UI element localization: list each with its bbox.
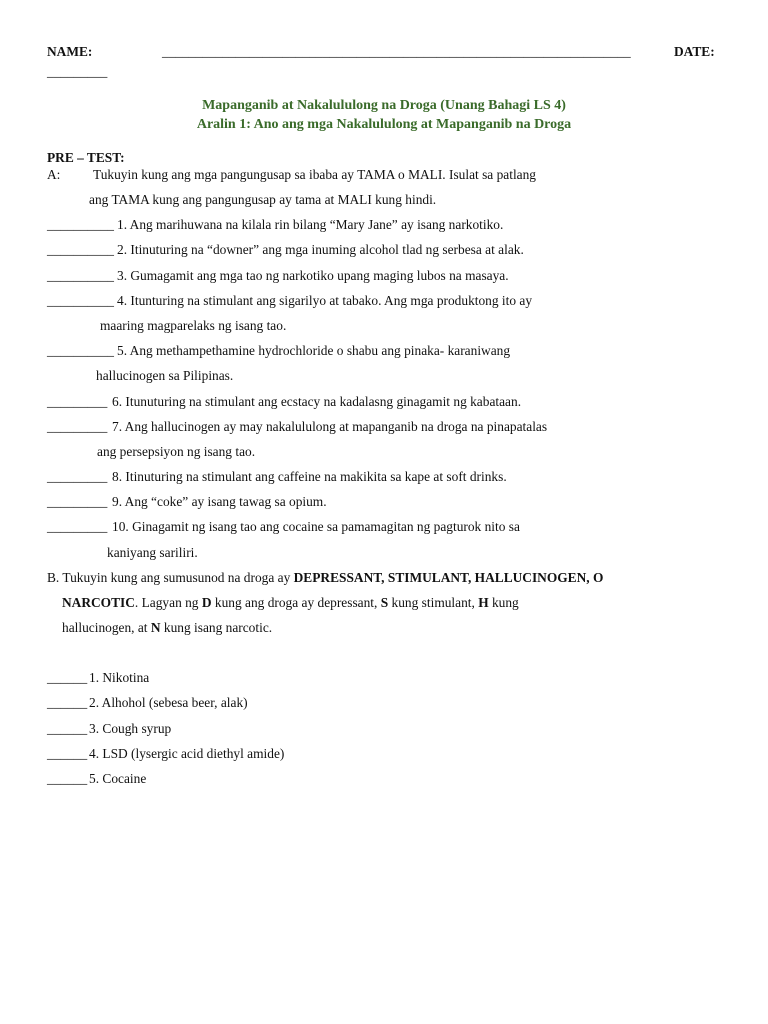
part-b-code-n: N xyxy=(150,620,161,635)
answer-blank[interactable]: _________ xyxy=(47,394,108,409)
question-text: 4. Itunturing na stimulant ang sigarilyo at tabako. Ang mga produktong ito ay xyxy=(117,293,533,308)
part-b-code-s: S xyxy=(380,595,389,610)
drug-item: 3. Cough syrup xyxy=(89,721,172,736)
part-b-text: kung ang droga ay depressant, xyxy=(211,595,381,610)
part-b-instruction-1 xyxy=(47,570,603,586)
part-b-code-h: H xyxy=(478,595,489,610)
answer-blank[interactable]: __________ xyxy=(47,343,114,358)
answer-blank[interactable]: ______ xyxy=(47,695,88,710)
name-line: ______________________________________________________________________ xyxy=(162,44,631,59)
part-b-text: hallucinogen, at xyxy=(62,620,151,635)
question-text-continuation: maaring magparelaks ng isang tao. xyxy=(100,318,287,333)
question-text-continuation: kaniyang sariliri. xyxy=(107,545,198,560)
question-text-continuation: hallucinogen sa Pilipinas. xyxy=(96,368,234,383)
answer-blank[interactable]: _________ xyxy=(47,419,108,434)
date-label: DATE: xyxy=(674,44,715,59)
part-b-text: kung stimulant, xyxy=(388,595,479,610)
drug-item: 2. Alhohol (sebesa beer, alak) xyxy=(89,695,248,710)
part-b-text: . Lagyan ng xyxy=(134,595,202,610)
part-b-code-d: D xyxy=(201,595,212,610)
name-label: NAME: xyxy=(47,44,93,59)
question-text: 3. Gumagamit ang mga tao ng narkotiko upang maging lubos na masaya. xyxy=(117,268,509,283)
part-b-categories: DEPRESSANT, STIMULANT, HALLUCINOGEN, O xyxy=(293,570,604,585)
question-text-continuation: ang persepsiyon ng isang tao. xyxy=(97,444,256,459)
answer-blank[interactable]: __________ xyxy=(47,242,114,257)
part-b-instruction-3 xyxy=(62,620,272,636)
lesson-title: Mapanganib at Nakalululong na Droga (Unang Bahagi LS 4) xyxy=(202,98,566,113)
answer-blank[interactable]: _________ xyxy=(47,494,108,509)
question-text: 8. Itinuturing na stimulant ang caffeine na makikita sa kape at soft drinks. xyxy=(112,469,507,484)
answer-blank[interactable]: __________ xyxy=(47,217,114,232)
question-text: 5. Ang methampethamine hydrochloride o shabu ang pinaka- karaniwang xyxy=(117,343,511,358)
drug-item: 4. LSD (lysergic acid diethyl amide) xyxy=(89,746,285,761)
question-text: 2. Itinuturing na “downer” ang mga inuming alcohol tlad ng serbesa at alak. xyxy=(117,242,524,257)
drug-item: 5. Cocaine xyxy=(89,771,147,786)
part-b-narcotic: NARCOTIC xyxy=(62,595,135,610)
question-text: 7. Ang hallucinogen ay may nakalululong at mapanganib na droga na pinapatalas xyxy=(112,419,548,434)
lesson-subtitle: Aralin 1: Ano ang mga Nakalululong at Mapanganib na Droga xyxy=(196,117,572,132)
part-b-text: kung isang narcotic. xyxy=(160,620,273,635)
answer-blank[interactable]: ______ xyxy=(47,670,88,685)
part-b-text: kung xyxy=(488,595,519,610)
part-b-instruction-2 xyxy=(62,595,519,611)
answer-blank[interactable]: ______ xyxy=(47,721,88,736)
question-text: 9. Ang “coke” ay isang tawag sa opium. xyxy=(112,494,327,509)
answer-blank[interactable]: _________ xyxy=(47,519,108,534)
question-text: 6. Itunuturing na stimulant ang ecstacy na kadalasng ginagamit ng kabataan. xyxy=(112,394,522,409)
answer-blank[interactable]: ______ xyxy=(47,771,88,786)
date-line: _________ xyxy=(47,64,108,79)
drug-item: 1. Nikotina xyxy=(89,670,150,685)
part-a-marker: A: xyxy=(47,167,61,182)
question-text: 10. Ginagamit ng isang tao ang cocaine sa pamamagitan ng pagturok nito sa xyxy=(112,519,520,534)
answer-blank[interactable]: __________ xyxy=(47,268,114,283)
answer-blank[interactable]: ______ xyxy=(47,746,88,761)
pretest-heading: PRE – TEST: xyxy=(47,150,125,165)
question-text: 1. Ang marihuwana na kilala rin bilang “Mary Jane” ay isang narkotiko. xyxy=(117,217,504,232)
part-b-text: B. Tukuyin kung ang sumusunod na droga ay xyxy=(47,570,294,585)
part-a-instruction-2: ang TAMA kung ang pangungusap ay tama at MALI kung hindi. xyxy=(89,192,437,207)
answer-blank[interactable]: _________ xyxy=(47,469,108,484)
part-a-instruction-1: Tukuyin kung ang mga pangungusap sa ibaba ay TAMA o MALI. Isulat sa patlang xyxy=(93,167,536,182)
answer-blank[interactable]: __________ xyxy=(47,293,114,308)
